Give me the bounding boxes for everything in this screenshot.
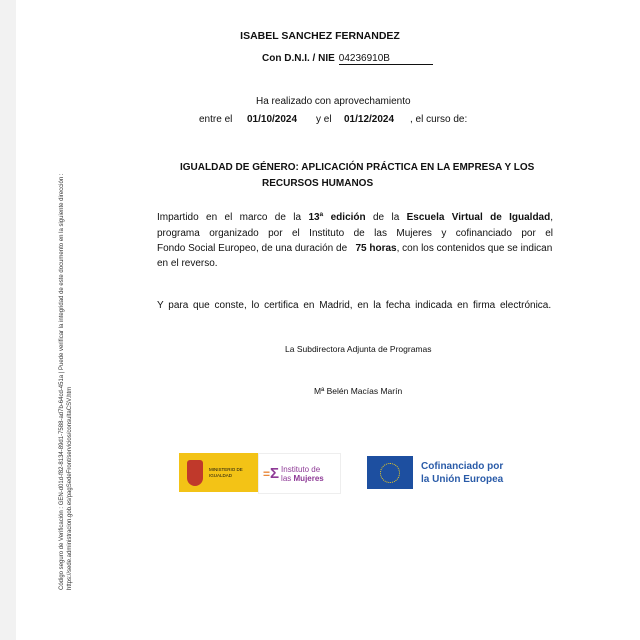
- signer-name: Mª Belén Macías Marín: [314, 386, 403, 396]
- verification-code: Código seguro de Verificación : GEN-d01d-f82-8134-89d1-7588-ad7b-64cd-451a | Puede verificar la integridad de este documento en la siguiente dirección : https://sede.administracion.gob.es/pagSedeFront/servicios/consultaCSV.htm: [59, 173, 73, 590]
- body-line2: programa organizado por el Instituto de las Mujeres y cofinanciado por el: [157, 228, 553, 239]
- dni-line: [262, 53, 433, 65]
- body-line4: en el reverso.: [157, 258, 218, 269]
- ministry-logo: MINISTERIO DE IGUALDAD: [179, 453, 258, 492]
- end-date: 01/12/2024: [344, 114, 395, 125]
- dni-label: Con D.N.I. / NIE: [262, 53, 335, 64]
- body-line1: Impartido en el marco de la 13ª edición de la Escuela Virtual de Igualdad,: [157, 212, 554, 223]
- eu-flag-icon: [367, 456, 413, 489]
- start-date: 01/10/2024: [247, 114, 298, 125]
- course-title-line2: RECURSOS HUMANOS: [262, 178, 374, 189]
- signer-role: La Subdirectora Adjunta de Programas: [285, 344, 432, 354]
- sigma-icon: Σ: [270, 465, 280, 482]
- eu-logo: Cofinanciado por la Unión Europea: [367, 456, 517, 489]
- institute-logo: = Σ Instituto de las Mujeres: [258, 453, 341, 494]
- and-label: y el: [316, 114, 332, 125]
- between-label: entre el: [199, 114, 233, 125]
- dni-value: 04236910B: [339, 53, 433, 65]
- course-title-line1: IGUALDAD DE GÉNERO: APLICACIÓN PRÁCTICA EN LA EMPRESA Y LOS: [180, 162, 535, 173]
- ministry-institute-logo: [179, 453, 341, 492]
- body-line3: Fondo Social Europeo, de una duración de 75 horas, con los contenidos que se indican: [157, 243, 553, 254]
- course-label: , el curso de:: [410, 114, 468, 125]
- certify-text: Y para que conste, lo certifica en Madrid, en la fecha indicada en firma electrónica.: [157, 300, 552, 311]
- completion-intro: Ha realizado con aprovechamiento: [256, 96, 411, 107]
- coat-of-arms-icon: [187, 460, 203, 486]
- recipient-name: ISABEL SANCHEZ FERNANDEZ: [240, 30, 400, 42]
- equals-icon: =: [263, 466, 271, 481]
